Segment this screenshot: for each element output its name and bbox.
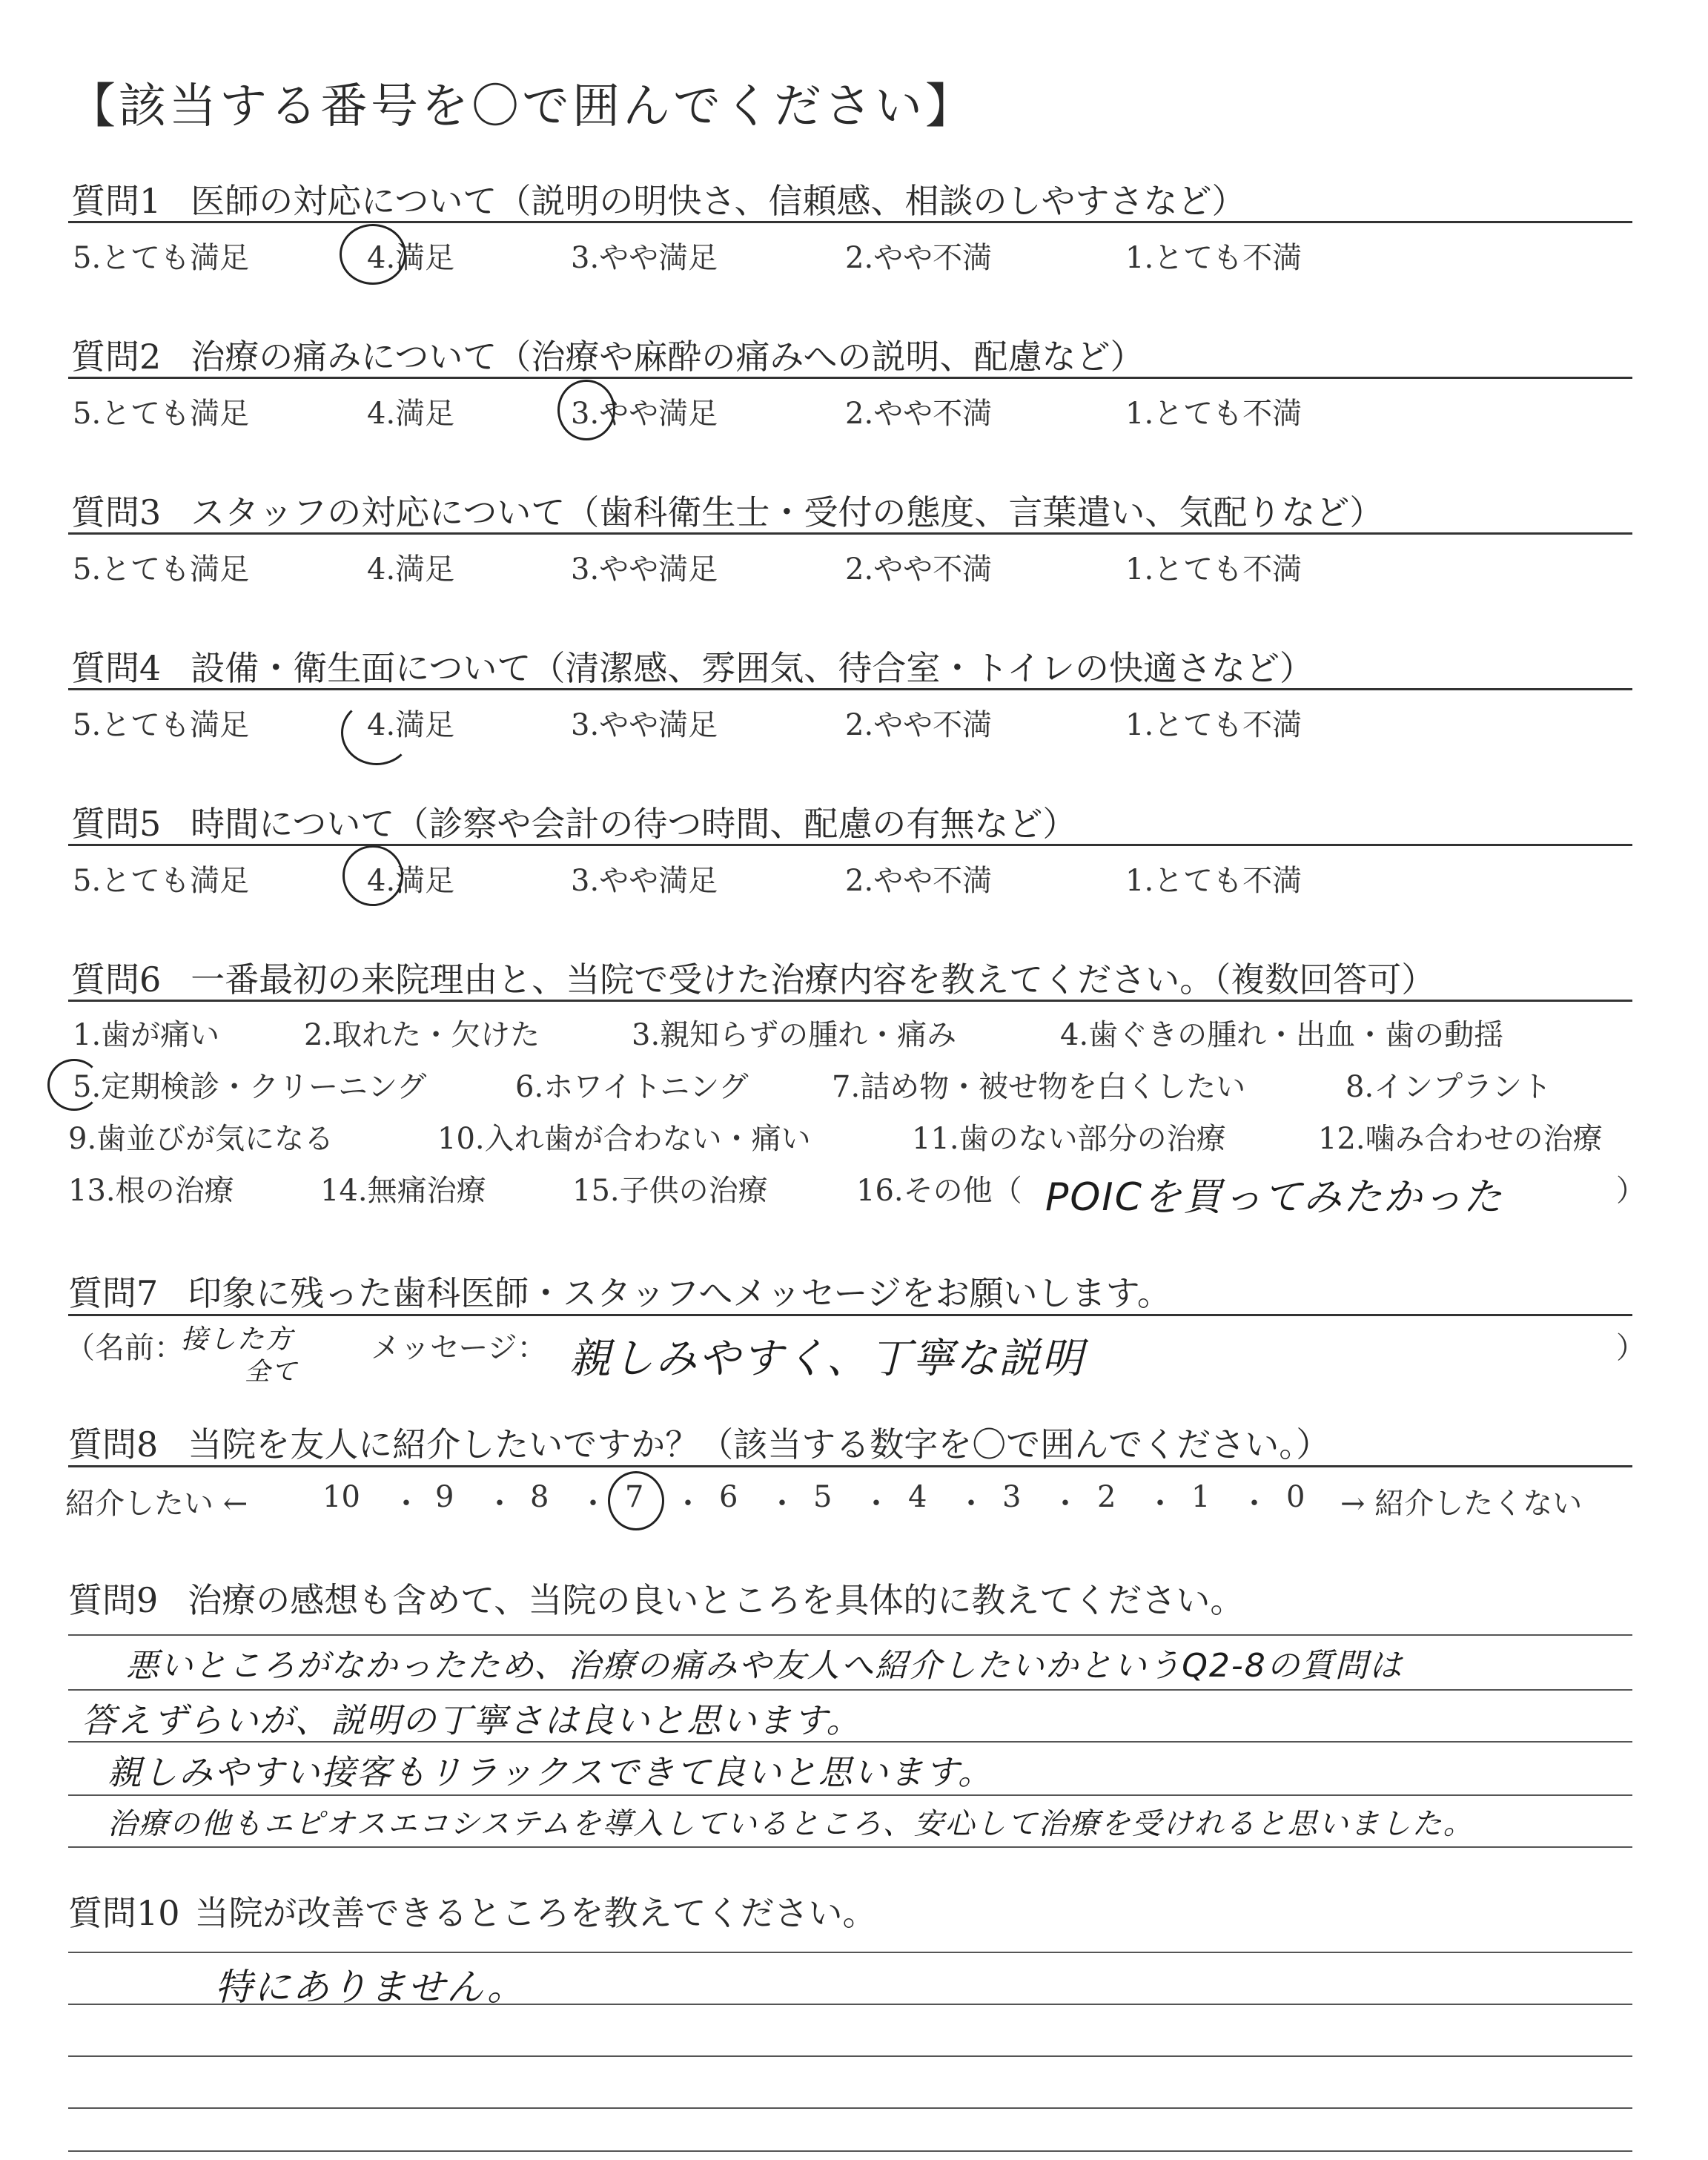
question-9-label: 質問9 bbox=[68, 1580, 159, 1620]
question-3-title bbox=[71, 486, 1383, 535]
q5-option-4[interactable]: 4.満足 bbox=[367, 864, 455, 898]
q10-line bbox=[68, 2107, 1632, 2109]
q6-other-close: ） bbox=[1616, 1174, 1646, 1208]
q5-option-1[interactable]: 1.とても不満 bbox=[1125, 864, 1302, 898]
question-3-label: 質問3 bbox=[71, 492, 162, 532]
question-5-text: 時間について（診察や会計の待つ時間、配慮の有無など） bbox=[191, 804, 1077, 844]
question-9-text: 治療の感想も含めて、当院の良いところを具体的に教えてください。 bbox=[188, 1580, 1245, 1620]
q8-dot: ・ bbox=[861, 1487, 891, 1521]
q6-item-12[interactable]: 12.噛み合わせの治療 bbox=[1318, 1122, 1603, 1156]
question-10-text: 当院が改善できるところを教えてください。 bbox=[194, 1893, 877, 1933]
q6-item-5[interactable]: 5.定期検診・クリーニング bbox=[73, 1070, 427, 1104]
q9-answer-line-3: 親しみやすい接客もリラックスできて良いと思います。 bbox=[107, 1752, 993, 1792]
question-2-label: 質問2 bbox=[71, 337, 162, 377]
q8-dot: ・ bbox=[956, 1487, 986, 1521]
q10-line bbox=[68, 2055, 1632, 2057]
q7-name-label: （名前： bbox=[65, 1331, 184, 1365]
q8-scale-1[interactable]: 1 bbox=[1191, 1480, 1211, 1514]
q8-scale-5[interactable]: 5 bbox=[813, 1480, 833, 1514]
question-3-rule bbox=[68, 532, 1632, 535]
question-4-label: 質問4 bbox=[71, 648, 162, 688]
q4-option-4[interactable]: 4.満足 bbox=[367, 708, 455, 742]
q8-dot: ・ bbox=[391, 1487, 421, 1521]
q5-option-3[interactable]: 3.やや満足 bbox=[571, 864, 718, 898]
q9-answer-line-4: 治療の他もエピオスエコシステムを導入しているところ、安心して治療を受けれると思いました。 bbox=[107, 1807, 1474, 1841]
q8-scale-4[interactable]: 4 bbox=[908, 1480, 927, 1514]
q8-left-label: 紹介したい ← bbox=[65, 1487, 248, 1521]
q8-scale-6[interactable]: 6 bbox=[719, 1480, 738, 1514]
question-6-rule bbox=[68, 1000, 1632, 1002]
question-6-label: 質問6 bbox=[71, 960, 162, 1000]
q6-item-9[interactable]: 9.歯並びが気になる bbox=[68, 1122, 334, 1156]
q8-scale-9[interactable]: 9 bbox=[435, 1480, 454, 1514]
question-5-rule bbox=[68, 844, 1632, 846]
q9-line bbox=[68, 1846, 1632, 1848]
q2-option-5[interactable]: 5.とても満足 bbox=[73, 397, 250, 431]
q3-option-3[interactable]: 3.やや満足 bbox=[571, 552, 718, 587]
q3-option-5[interactable]: 5.とても満足 bbox=[73, 552, 250, 587]
q6-item-6[interactable]: 6.ホワイトニング bbox=[515, 1070, 749, 1104]
question-10-title bbox=[68, 1886, 877, 1935]
question-4-text: 設備・衛生面について（清潔感、雰囲気、待合室・トイレの快適さなど） bbox=[191, 648, 1314, 688]
q6-item-2[interactable]: 2.取れた・欠けた bbox=[304, 1018, 540, 1052]
q7-close: ） bbox=[1616, 1331, 1646, 1365]
q6-item-7[interactable]: 7.詰め物・被せ物を白くしたい bbox=[832, 1070, 1246, 1104]
q4-option-3[interactable]: 3.やや満足 bbox=[571, 708, 718, 742]
q6-other-answer: POICを買ってみたかった bbox=[1045, 1175, 1503, 1220]
question-1-text: 医師の対応について（説明の明快さ、信頼感、相談のしやすさなど） bbox=[191, 181, 1246, 221]
question-1-title bbox=[71, 174, 1246, 223]
question-8-label: 質問8 bbox=[68, 1424, 159, 1464]
q6-item-14[interactable]: 14.無痛治療 bbox=[320, 1174, 486, 1208]
q8-dot: ・ bbox=[485, 1487, 514, 1521]
q9-line bbox=[68, 1689, 1632, 1691]
question-3-text: スタッフの対応について（歯科衛生士・受付の態度、言葉遣い、気配りなど） bbox=[191, 492, 1384, 532]
q1-option-2[interactable]: 2.やや不満 bbox=[845, 241, 993, 275]
q1-option-4[interactable]: 4.満足 bbox=[367, 241, 455, 275]
q9-answer-line-2: 答えずらいが、説明の丁寧さは良いと思います。 bbox=[82, 1700, 862, 1740]
q8-dot: ・ bbox=[1145, 1487, 1175, 1521]
q6-item-11[interactable]: 11.歯のない部分の治療 bbox=[912, 1122, 1226, 1156]
q8-scale-8[interactable]: 8 bbox=[530, 1480, 549, 1514]
question-5-title bbox=[71, 797, 1076, 846]
q5-selection-circle bbox=[342, 845, 403, 906]
q9-answer-line-1: 悪いところがなかったため、治療の痛みや友人へ紹介したいかというQ2-8の質問は bbox=[126, 1647, 1403, 1685]
q2-option-3[interactable]: 3.やや満足 bbox=[571, 397, 718, 431]
q7-message-label: メッセージ： bbox=[371, 1331, 547, 1365]
q8-dot: ・ bbox=[578, 1487, 608, 1521]
q7-name-value-2: 全て bbox=[245, 1357, 298, 1387]
q2-option-2[interactable]: 2.やや不満 bbox=[845, 397, 993, 431]
q6-item-15[interactable]: 15.子供の治療 bbox=[572, 1174, 768, 1208]
q8-scale-2[interactable]: 2 bbox=[1097, 1480, 1116, 1514]
q8-dot: ・ bbox=[767, 1487, 797, 1521]
q10-line bbox=[68, 2150, 1632, 2152]
q8-dot: ・ bbox=[673, 1487, 703, 1521]
question-2-title bbox=[71, 330, 1144, 379]
question-4-rule bbox=[68, 688, 1632, 690]
q6-item-16[interactable]: 16.その他（ bbox=[856, 1174, 1022, 1208]
question-7-text: 印象に残った歯科医師・スタッフへメッセージをお願いします。 bbox=[188, 1273, 1171, 1313]
question-1-label: 質問1 bbox=[71, 181, 162, 221]
q8-dot: ・ bbox=[1239, 1487, 1269, 1521]
q6-item-1[interactable]: 1.歯が痛い bbox=[73, 1018, 220, 1052]
q3-option-2[interactable]: 2.やや不満 bbox=[845, 552, 993, 587]
q10-line bbox=[68, 1952, 1632, 1953]
question-6-text: 一番最初の来院理由と、当院で受けた治療内容を教えてください。（複数回答可） bbox=[191, 960, 1436, 1000]
q9-line bbox=[68, 1634, 1632, 1636]
question-2-rule bbox=[68, 377, 1632, 379]
question-8-title bbox=[68, 1418, 1330, 1467]
question-2-text: 治療の痛みについて（治療や麻酔の痛みへの説明、配慮など） bbox=[191, 337, 1145, 377]
q4-selection-circle bbox=[341, 700, 412, 765]
question-8-rule bbox=[68, 1465, 1632, 1467]
q8-selection-circle bbox=[608, 1471, 664, 1530]
page-title: 【該当する番号を〇で囲んでください】 bbox=[68, 79, 976, 134]
question-9-title bbox=[68, 1573, 1244, 1622]
q4-option-5[interactable]: 5.とても満足 bbox=[73, 708, 250, 742]
question-7-rule bbox=[68, 1314, 1632, 1316]
q4-option-1[interactable]: 1.とても不満 bbox=[1125, 708, 1302, 742]
question-5-label: 質問5 bbox=[71, 804, 162, 844]
question-1-rule bbox=[68, 221, 1632, 223]
q10-answer: 特にありません。 bbox=[215, 1966, 526, 2009]
q8-scale-10[interactable]: 10 bbox=[322, 1480, 360, 1514]
q5-option-5[interactable]: 5.とても満足 bbox=[73, 864, 250, 898]
q6-selection-circle bbox=[47, 1059, 101, 1111]
q1-option-3[interactable]: 3.やや満足 bbox=[571, 241, 718, 275]
q1-option-1[interactable]: 1.とても不満 bbox=[1125, 241, 1302, 275]
q4-option-2[interactable]: 2.やや不満 bbox=[845, 708, 993, 742]
question-7-title bbox=[68, 1266, 1171, 1315]
q8-dot: ・ bbox=[1050, 1487, 1080, 1521]
question-7-label: 質問7 bbox=[68, 1273, 159, 1313]
q3-option-1[interactable]: 1.とても不満 bbox=[1125, 552, 1302, 587]
question-6-title bbox=[71, 953, 1435, 1002]
question-10-label: 質問10 bbox=[68, 1893, 180, 1933]
q6-item-4[interactable]: 4.歯ぐきの腫れ・出血・歯の動揺 bbox=[1060, 1018, 1504, 1052]
q9-line bbox=[68, 1794, 1632, 1796]
q5-option-2[interactable]: 2.やや不満 bbox=[845, 864, 993, 898]
q6-item-10[interactable]: 10.入れ歯が合わない・痛い bbox=[437, 1122, 811, 1156]
q2-option-1[interactable]: 1.とても不満 bbox=[1125, 397, 1302, 431]
q1-option-5[interactable]: 5.とても満足 bbox=[73, 241, 250, 275]
q6-item-13[interactable]: 13.根の治療 bbox=[68, 1174, 234, 1208]
q7-message-value: 親しみやすく、丁寧な説明 bbox=[569, 1335, 1085, 1383]
q8-right-label: → 紹介したくない bbox=[1340, 1487, 1583, 1521]
question-4-title bbox=[71, 641, 1314, 690]
q1-selection-circle bbox=[340, 224, 406, 285]
q8-scale-0[interactable]: 0 bbox=[1286, 1480, 1305, 1514]
question-8-text: 当院を友人に紹介したいですか？（該当する数字を〇で囲んでください。） bbox=[188, 1424, 1331, 1464]
q6-item-8[interactable]: 8.インプラント bbox=[1345, 1070, 1552, 1104]
q3-option-4[interactable]: 4.満足 bbox=[367, 552, 455, 587]
q7-name-value-1: 接した方 bbox=[181, 1324, 294, 1355]
q8-scale-3[interactable]: 3 bbox=[1002, 1480, 1022, 1514]
q6-item-3[interactable]: 3.親知らずの腫れ・痛み bbox=[632, 1018, 957, 1052]
q2-option-4[interactable]: 4.満足 bbox=[367, 397, 455, 431]
q8-scale-7[interactable]: 7 bbox=[625, 1480, 644, 1514]
q2-selection-circle bbox=[557, 380, 615, 440]
